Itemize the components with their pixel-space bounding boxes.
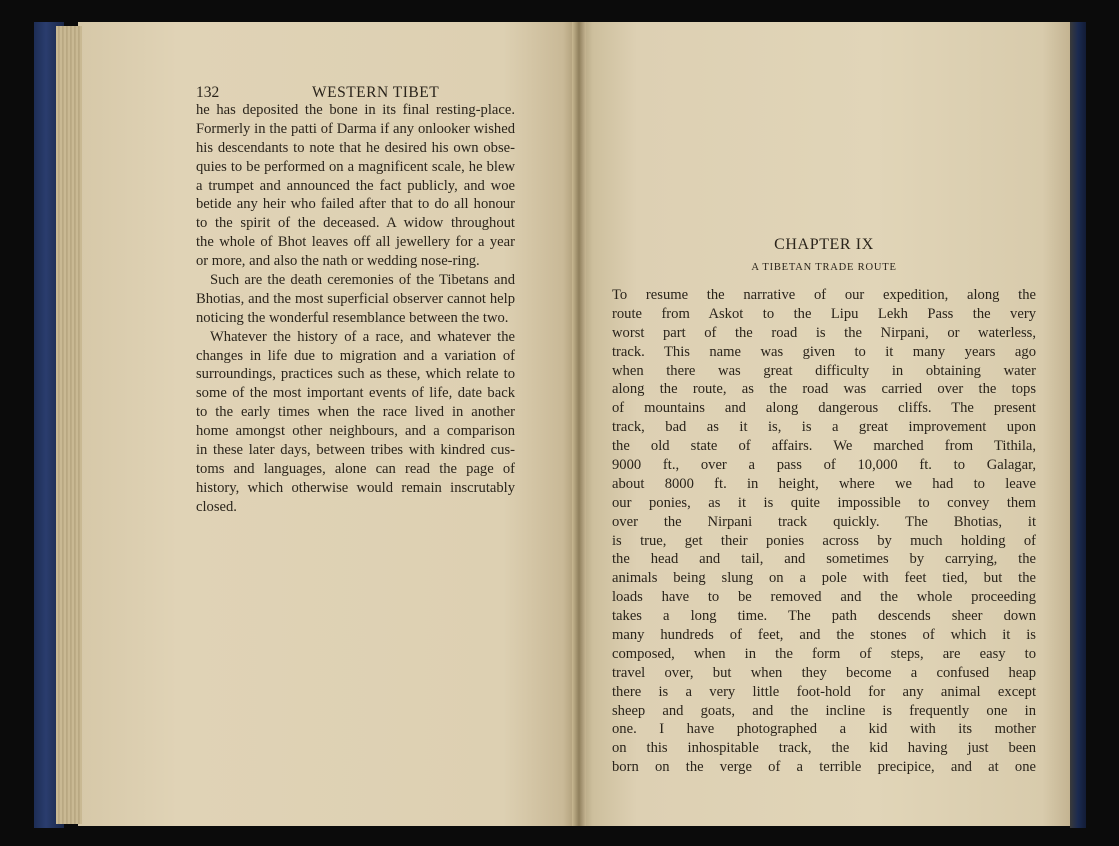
- running-head: [196, 84, 446, 102]
- text-line: takes a long time. The path descends sheer down: [612, 608, 1036, 625]
- text-line: Bhotias, and the most superficial observer cannot help: [196, 290, 515, 307]
- text-line: track, bad as it is, is a great improvement upon: [612, 419, 1036, 436]
- text-line: many hundreds of feet, and the stones of which it is: [612, 627, 1036, 644]
- text-line: 9000 ft., over a pass of 10,000 ft. to Galagar,: [612, 457, 1036, 474]
- text-line: Whatever the history of a race, and whatever the: [210, 328, 515, 345]
- text-line: Such are the death ceremonies of the Tibetans and: [210, 272, 515, 289]
- text-line: born on the verge of a terrible precipice, and at one: [612, 759, 1036, 776]
- text-line: changes in life due to migration and a variation of: [196, 347, 515, 364]
- text-line: the old state of affairs. We marched from Tithila,: [612, 438, 1036, 455]
- book-cover-right: [1070, 22, 1086, 828]
- book-gutter: [572, 22, 586, 826]
- text-line: about 8000 ft. in height, where we had to leave: [612, 475, 1036, 492]
- text-line: composed, when in the form of steps, are easy to: [612, 645, 1036, 662]
- text-line: the head and tail, and sometimes by carrying, the: [612, 551, 1036, 568]
- text-line: the whole of Bhot leaves off all jewellery for a year: [196, 234, 515, 251]
- text-line: Formerly in the patti of Darma if any onlooker wished: [196, 120, 515, 137]
- running-title: WESTERN TIBET: [312, 84, 440, 101]
- text-line: to the spirit of the deceased. A widow throughout: [196, 215, 515, 232]
- text-line: noticing the wonderful resemblance between the two.: [196, 309, 509, 326]
- chapter-heading: CHAPTER IX: [774, 236, 874, 253]
- text-line: travel over, but when they become a confused heap: [612, 664, 1036, 681]
- text-line: quies to be performed on a magnificent scale, he blew: [196, 158, 515, 175]
- text-line: surroundings, practices such as these, which relate to: [196, 366, 515, 383]
- chapter-subtitle: A TIBETAN TRADE ROUTE: [751, 262, 897, 273]
- text-line: along the route, as the road was carried over the tops: [612, 381, 1036, 398]
- text-line: animals being slung on a pole with feet tied, but the: [612, 570, 1036, 587]
- text-line: on this inhospitable track, the kid having just been: [612, 740, 1036, 757]
- page-edges-left: [56, 26, 82, 824]
- text-line: or more, and also the nath or wedding nose-ring.: [196, 253, 480, 270]
- text-line: worst part of the road is the Nirpani, or waterless,: [612, 324, 1036, 341]
- left-page-body: [196, 101, 515, 517]
- text-line: of mountains and along dangerous cliffs. The present: [612, 400, 1036, 417]
- text-line: his descendants to note that he desired his own obse-: [196, 139, 515, 156]
- text-line: closed.: [196, 498, 237, 515]
- text-line: is true, get their ponies across by much holding of: [612, 532, 1036, 549]
- text-line: home amongst other neighbours, and a comparison: [196, 423, 515, 440]
- text-line: sheep and goats, and the incline is frequently one in: [612, 702, 1036, 719]
- text-line: there is a very little foot-hold for any animal except: [612, 683, 1036, 700]
- right-page-body: [612, 286, 1036, 777]
- text-line: track. This name was given to it many years ago: [612, 343, 1036, 360]
- text-line: To resume the narrative of our expedition, along the: [612, 287, 1036, 303]
- text-line: betide any heir who failed after that to do all honour: [196, 196, 515, 213]
- text-line: one. I have photographed a kid with its mother: [612, 721, 1036, 738]
- text-line: when there was great difficulty in obtaining water: [612, 362, 1036, 379]
- text-line: loads have to be removed and the whole proceeding: [612, 589, 1036, 606]
- text-line: route from Askot to the Lipu Lekh Pass the very: [612, 305, 1036, 322]
- text-line: in these later days, between tribes with kindred cus-: [196, 442, 515, 459]
- text-line: he has deposited the bone in its final resting-place.: [196, 102, 515, 118]
- text-line: our ponies, as it is quite impossible to convey them: [612, 494, 1036, 511]
- text-line: history, which otherwise would remain inscrutably: [196, 479, 515, 496]
- text-line: to the early times when the race lived in another: [196, 404, 515, 421]
- text-line: some of the most important events of life, date back: [196, 385, 515, 402]
- text-line: toms and languages, alone can read the page of: [196, 460, 515, 477]
- text-line: over the Nirpani track quickly. The Bhotias, it: [612, 513, 1036, 530]
- text-line: a trumpet and announced the fact publicly, and woe: [196, 177, 515, 194]
- page-number: 132: [196, 84, 220, 101]
